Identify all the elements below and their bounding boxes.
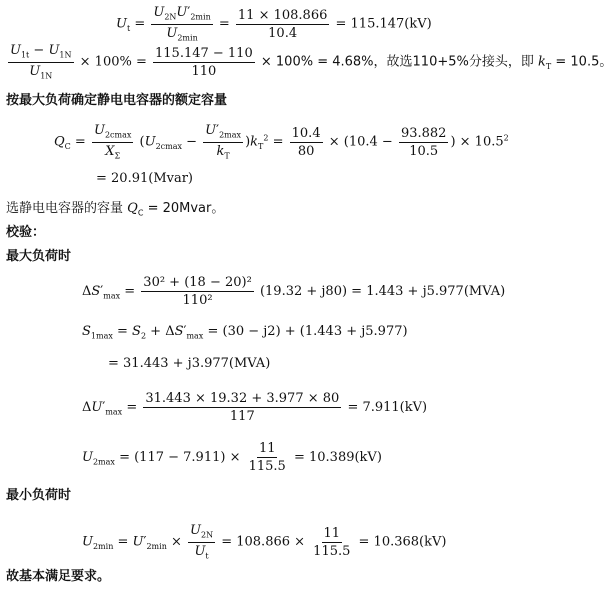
- eq-delta-s-num: 30² + (18 − 20)²: [143, 275, 252, 290]
- eq-delta-u-den: 117: [229, 409, 255, 424]
- eq-qc-frac2-num: 93.882: [400, 125, 447, 141]
- eq-u2max-result: = 10.389(kV): [293, 450, 382, 465]
- eq-u2min-rhs: = 108.866 ×: [221, 534, 306, 550]
- heading-verify: 校验：: [6, 225, 46, 240]
- eq-qc-frac1-num: 10.4: [291, 125, 321, 141]
- eq-qc-tail: × 10.5: [459, 134, 504, 150]
- eq-delta-s: $\Delta S'_{max}$ = $\frac{\text{30² + (18 − 20)²}}{\text{110²}}$ (19.32 + j80) = 1.443 + j5.977(MVA): [82, 275, 506, 308]
- eq-delta-u: $\Delta U'_{max}$ = $\frac{31.443 \times 19.32 + 3.977 \times 80}{117}$ = 7.911(kV): [82, 391, 428, 424]
- eq-u2max-den: 115.5: [248, 459, 286, 474]
- eq-tap-num: 115.147 − 110: [155, 45, 253, 61]
- heading-capacity: 按最大负荷确定静电电容器的额定容量: [6, 93, 228, 108]
- eq-qc-frac1-den: 80: [297, 143, 315, 159]
- eq-s1max: $S_{1max} = S_2 + \Delta S'_{max} = (30 - j2) + (1.443 + j5.977)$: [82, 324, 408, 341]
- conclusion: 故基本满足要求。: [6, 569, 111, 584]
- eq-delta-s-result: (19.32 + j80) = 1.443 + j5.977(MVA): [259, 284, 506, 299]
- eq-u2max-rhs: = (117 − 7.911) ×: [119, 450, 241, 465]
- eq-qc: $Q_C$ = $\frac{U_{2cmax}}{X_\Sigma}$ ($U_{2cmax}$ − $\frac{U'_{2max}}{k_T}$ )$k_T^2$ = $\frac{10.4}{80}$ × (10.4 − $\frac{93.882}{10.5}$ ) × $10.5^2$: [54, 123, 509, 161]
- capacitor-selection: 选静电电容器的容量 $Q_C$ = 20Mvar。: [6, 201, 225, 218]
- eq-s1max-result: = 31.443 + j3.977(MVA): [108, 356, 271, 371]
- eq-u2min-num: 11: [323, 525, 341, 541]
- eq-ut-result: = 115.147(kV): [335, 16, 432, 32]
- eq-u2min-result: = 10.368(kV): [358, 534, 447, 550]
- eq-u2max-num: 11: [258, 441, 276, 456]
- heading-min-load: 最小负荷时: [6, 488, 72, 503]
- eq-delta-s-den: 110²: [182, 293, 213, 308]
- eq-ut: $U_t$ = $\frac{U_{2N}U'_{2min}}{U_{2min}}$ = $\frac{11 \times 108.866}{10.4}$ = 115.147(kV): [116, 5, 432, 43]
- eq-u2min-den: 115.5: [313, 543, 351, 559]
- eq-tap-result: × 100% = 4.68%，故选110+5%分接头，即: [260, 54, 534, 70]
- eq-qc-result: = 20.91(Mvar): [96, 171, 194, 186]
- capacitor-selection-value: = 20Mvar。: [147, 201, 225, 216]
- eq-tap-kt: = 10.5。: [555, 54, 612, 70]
- eq-s1max-rhs: = (30 − j2) + (1.443 + j5.977): [207, 324, 408, 339]
- eq-u2max: $U_{2max} = (117 - 7.911)$ × $\frac{11}{115.5}$ = 10.389(kV): [82, 441, 382, 474]
- eq-u2min: $U_{2min} = U'_{2min}$ × $\frac{U_{2N}}{U_t}$ = 108.866 × $\frac{11}{115.5}$ = 10.368(kV): [82, 523, 447, 561]
- eq-delta-u-num: 31.443 × 19.32 + 3.977 × 80: [145, 391, 340, 406]
- eq-qc-frac2-den: 10.5: [409, 143, 439, 159]
- heading-max-load: 最大负荷时: [6, 249, 72, 264]
- eq-tap-den: 110: [191, 63, 217, 79]
- eq-ut-den: 10.4: [268, 25, 298, 41]
- eq-ut-num: 11 × 108.866: [237, 7, 328, 23]
- capacitor-selection-text: 选静电电容器的容量: [6, 201, 124, 216]
- eq-tap-ratio: $\frac{U_{1t} - U_{1N}}{U_{1N}}$ × 100% = $\frac{115.147 - 110}{110}$ × 100% = 4.68%，故选110+5%分接头，即 $k_T = 10.5$。: [10, 43, 612, 81]
- eq-delta-u-result: = 7.911(kV): [347, 400, 428, 415]
